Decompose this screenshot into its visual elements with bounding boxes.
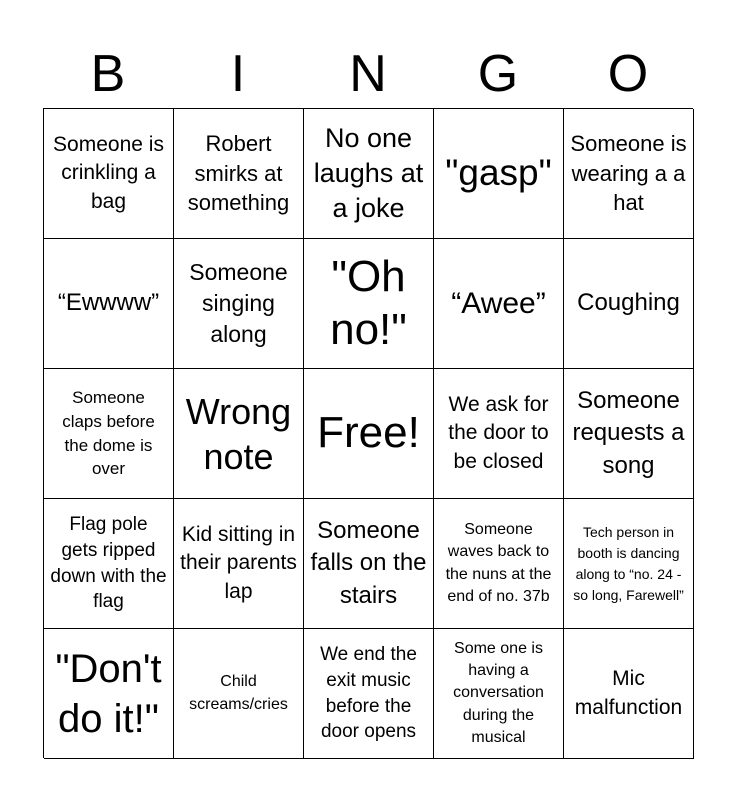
bingo-cell-r2c3[interactable] [304,239,434,369]
cell-text: Someone falls on the stairs [310,516,427,609]
cell-text: Someone requests a song [572,386,685,479]
cell-text: Flag pole gets ripped down with the flag [50,514,167,613]
cell-text: Robert smirks at something [187,130,290,216]
bingo-cell-r2c5[interactable] [564,239,694,369]
cell-text: Mic malfunction [574,667,683,719]
header-letter-g: G [477,45,519,103]
bingo-cell-r1c1[interactable] [44,109,174,239]
bingo-cell-r1c5[interactable] [564,109,694,239]
cell-text: No one laughs at a joke [313,122,424,224]
bingo-cell-r2c4[interactable] [434,239,564,369]
bingo-cell-r2c2[interactable] [174,239,304,369]
cell-text: “Ewwww” [57,289,160,317]
cell-text: Someone claps before the dome is over [62,387,155,479]
cell-text: Someone is crinkling a bag [53,132,164,213]
bingo-board [43,108,693,758]
cell-text: "gasp" [445,152,552,194]
header-letter-o: O [607,45,649,103]
bingo-cell-r5c5[interactable] [564,629,694,759]
bingo-cell-r4c4[interactable] [434,499,564,629]
cell-text: Someone waves back to the nuns at the end of no. 37b [445,520,552,605]
cell-text: Some one is having a conversation during the musical [453,639,544,747]
cell-text: Free! [317,408,420,458]
header-letter-i: I [230,45,246,103]
bingo-cell-r5c4[interactable] [434,629,564,759]
cell-text: “Awee” [451,287,546,320]
bingo-header [43,40,693,108]
bingo-cell-r3c1[interactable] [44,369,174,499]
bingo-cell-r5c3[interactable] [304,629,434,759]
bingo-cell-r3c5[interactable] [564,369,694,499]
cell-text: Someone is wearing a a hat [570,130,687,216]
bingo-cell-r3c4[interactable] [434,369,564,499]
bingo-cell-r4c3[interactable] [304,499,434,629]
bingo-cell-r4c5[interactable] [564,499,694,629]
cell-text: Someone singing along [189,258,288,348]
bingo-cell-r1c2[interactable] [174,109,304,239]
bingo-cell-r4c1[interactable] [44,499,174,629]
bingo-cell-r5c2[interactable] [174,629,304,759]
bingo-cell-r3c3[interactable] [304,369,434,499]
cell-text: We ask for the door to be closed [448,392,549,473]
header-letter-b: B [90,45,126,103]
bingo-cell-r1c4[interactable] [434,109,564,239]
cell-text: Tech person in booth is dancing along to “no. 24 - so long, Farewell” [573,523,684,603]
cell-text: Wrong note [185,390,292,477]
cell-text: "Don't do it!" [55,646,162,741]
bingo-cell-r4c2[interactable] [174,499,304,629]
cell-text: We end the exit music before the door opens [320,644,417,743]
cell-text: "Oh no!" [330,251,407,354]
cell-text: Child screams/cries [189,673,288,713]
bingo-cell-r2c1[interactable] [44,239,174,369]
bingo-cell-r1c3[interactable] [304,109,434,239]
cell-text: Kid sitting in their parents lap [180,522,297,603]
header-letter-n: N [349,45,387,103]
bingo-cell-r3c2[interactable] [174,369,304,499]
cell-text: Coughing [577,289,680,317]
bingo-cell-r5c1[interactable] [44,629,174,759]
